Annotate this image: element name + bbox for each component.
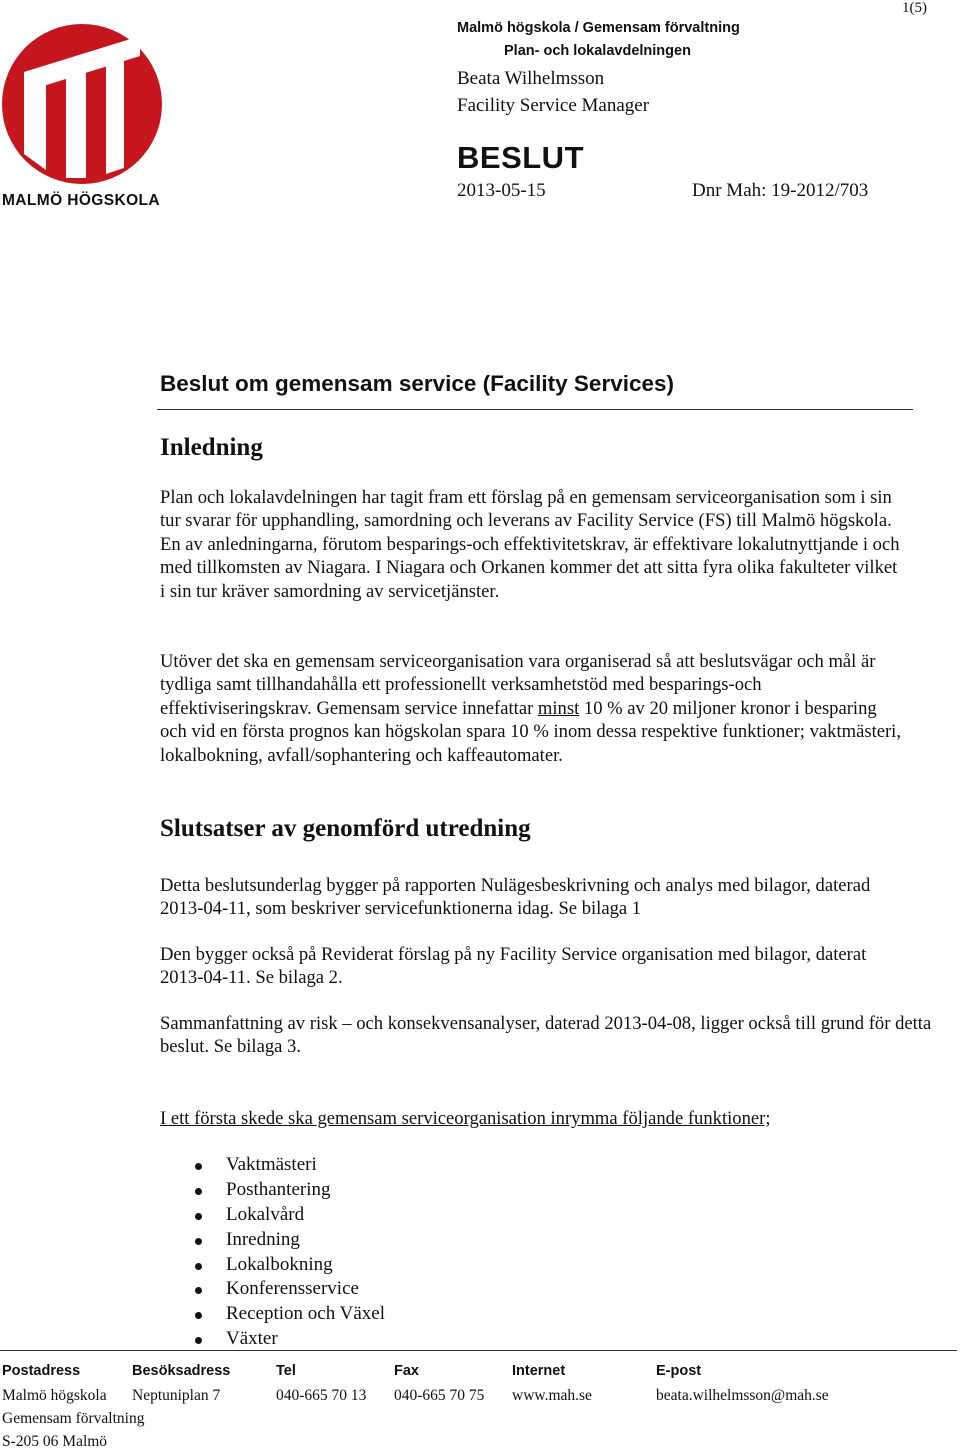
intro-p2-text-b: 10 % av 20 miljoner kronor i besparing och vid en första prognos kan högskolan spara 10 % inom dessa respektive funktioner; vaktmästeri, lokalbokning, avfall/sophantering och kaffeautomater.: [160, 697, 901, 766]
footer-postadress-line: Gemensam förvaltning: [2, 1410, 145, 1427]
list-item: [190, 1178, 385, 1203]
title-divider: [157, 409, 913, 410]
org-line-2: Plan- och lokalavdelningen: [504, 43, 691, 59]
list-item-label: Reception och Växel: [226, 1303, 385, 1325]
bullet-icon: [195, 1188, 202, 1195]
person-name: Beata Wilhelmsson: [457, 68, 605, 89]
footer-tel-label: Tel: [276, 1363, 296, 1379]
list-item-label: Posthantering: [226, 1178, 331, 1200]
bullet-icon: [195, 1287, 202, 1294]
intro-paragraph-2: [160, 650, 905, 767]
footer-fax-label: Fax: [394, 1363, 419, 1379]
list-item: [190, 1302, 385, 1327]
footer-postadress-line: S-205 06 Malmö: [2, 1433, 108, 1450]
footer-besoksadress-value: Neptuniplan 7: [132, 1387, 221, 1404]
list-item-label: Växter: [226, 1328, 278, 1350]
bullet-icon: [195, 1238, 202, 1245]
footer-tel-value: 040-665 70 13: [276, 1387, 367, 1404]
footer-postadress: [2, 1361, 144, 1453]
footer-internet-label: Internet: [512, 1363, 566, 1379]
bullet-icon: [195, 1263, 202, 1270]
document-dnr: Dnr Mah: 19-2012/703: [692, 180, 869, 201]
footer-postadress-line: Malmö högskola: [2, 1387, 107, 1404]
heading-slutsatser: Slutsatser av genomförd utredning: [160, 815, 531, 842]
functions-list: [190, 1153, 385, 1352]
footer-internet: [512, 1361, 592, 1407]
conclusion-paragraph-1: Detta beslutsunderlag bygger på rapporten Nulägesbeskrivning och analys med bilagor, daterad 2013-04-11, som beskriver servicefunktionerna idag. Se bilaga 1: [160, 875, 871, 920]
heading-inledning: Inledning: [160, 434, 263, 461]
list-item: [190, 1253, 385, 1278]
footer-fax: [394, 1361, 484, 1407]
footer-divider: [0, 1350, 957, 1351]
footer-epost: [656, 1361, 829, 1407]
intro-p2-underlined: minst: [537, 697, 580, 719]
list-item-label: Inredning: [226, 1228, 300, 1250]
footer-postadress-label: Postadress: [2, 1363, 81, 1379]
logo-emblem-icon: [2, 22, 162, 186]
list-item: [190, 1203, 385, 1228]
bullet-icon: [195, 1312, 202, 1319]
list-item-label: Lokalvård: [226, 1203, 305, 1225]
intro-p2-text-a: Utöver det ska en gemensam serviceorganisation vara organiserad så att beslutsvägar och mål är tydliga samt tillhandahålla ett professionellt verksamhetstöd med besparings-och effektiviseringskrav. Gemensam service innefattar: [160, 651, 876, 719]
functions-intro: I ett första skede ska gemensam serviceorganisation inrymma följande funktioner;: [160, 1108, 771, 1129]
list-item-label: Lokalbokning: [226, 1253, 333, 1275]
document-type: BESLUT: [457, 140, 584, 175]
conclusion-paragraph-2: Den bygger också på Reviderat förslag på ny Facility Service organisation med bilagor, daterat 2013-04-11. Se bilaga 2.: [160, 944, 867, 989]
footer-epost-label: E-post: [656, 1363, 702, 1379]
list-item-label: Konferensservice: [226, 1278, 359, 1300]
bullet-icon: [195, 1163, 202, 1170]
person-title: Facility Service Manager: [457, 95, 650, 116]
malmo-hogskola-logo: [2, 22, 164, 210]
footer-email-link[interactable]: beata.wilhelmsson@mah.se: [656, 1387, 829, 1404]
footer-besoksadress-label: Besöksadress: [132, 1363, 231, 1379]
footer-besoksadress: [132, 1361, 230, 1407]
list-item: [190, 1153, 385, 1178]
document-date: 2013-05-15: [457, 180, 546, 201]
conclusion-paragraph-3: Sammanfattning av risk – och konsekvensanalyser, daterad 2013-04-08, ligger också till grund för detta beslut. Se bilaga 3.: [160, 1013, 932, 1058]
list-item-label: Vaktmästeri: [226, 1154, 317, 1175]
logo-wordmark: MALMÖ HÖGSKOLA: [2, 192, 161, 209]
list-item: [190, 1277, 385, 1302]
document-title: Beslut om gemensam service (Facility Services): [160, 371, 674, 396]
intro-paragraph-1: Plan och lokalavdelningen har tagit fram ett förslag på en gemensam serviceorganisation som i sin tur svarar för upphandling, samordning och leverans av Facility Service (FS) till Malmö högskola. En av anledningarna, förutom besparings-och effektivitetskrav, är effektivare lokalutnyttjande i och med tillkomsten av Niagara. I Niagara och Orkanen kommer det att sitta fyra olika fakulteter vilket i sin tur kräver samordning av servicetjänster.: [160, 487, 900, 602]
bullet-icon: [195, 1337, 202, 1344]
page-number: 1(5): [902, 0, 927, 16]
footer-tel: [276, 1361, 366, 1407]
org-line-1: Malmö högskola / Gemensam förvaltning: [457, 20, 740, 36]
list-item: [190, 1228, 385, 1253]
list-item: [190, 1327, 385, 1352]
footer-fax-value: 040-665 70 75: [394, 1387, 485, 1404]
bullet-icon: [195, 1213, 202, 1220]
footer-internet-link[interactable]: www.mah.se: [512, 1387, 592, 1404]
